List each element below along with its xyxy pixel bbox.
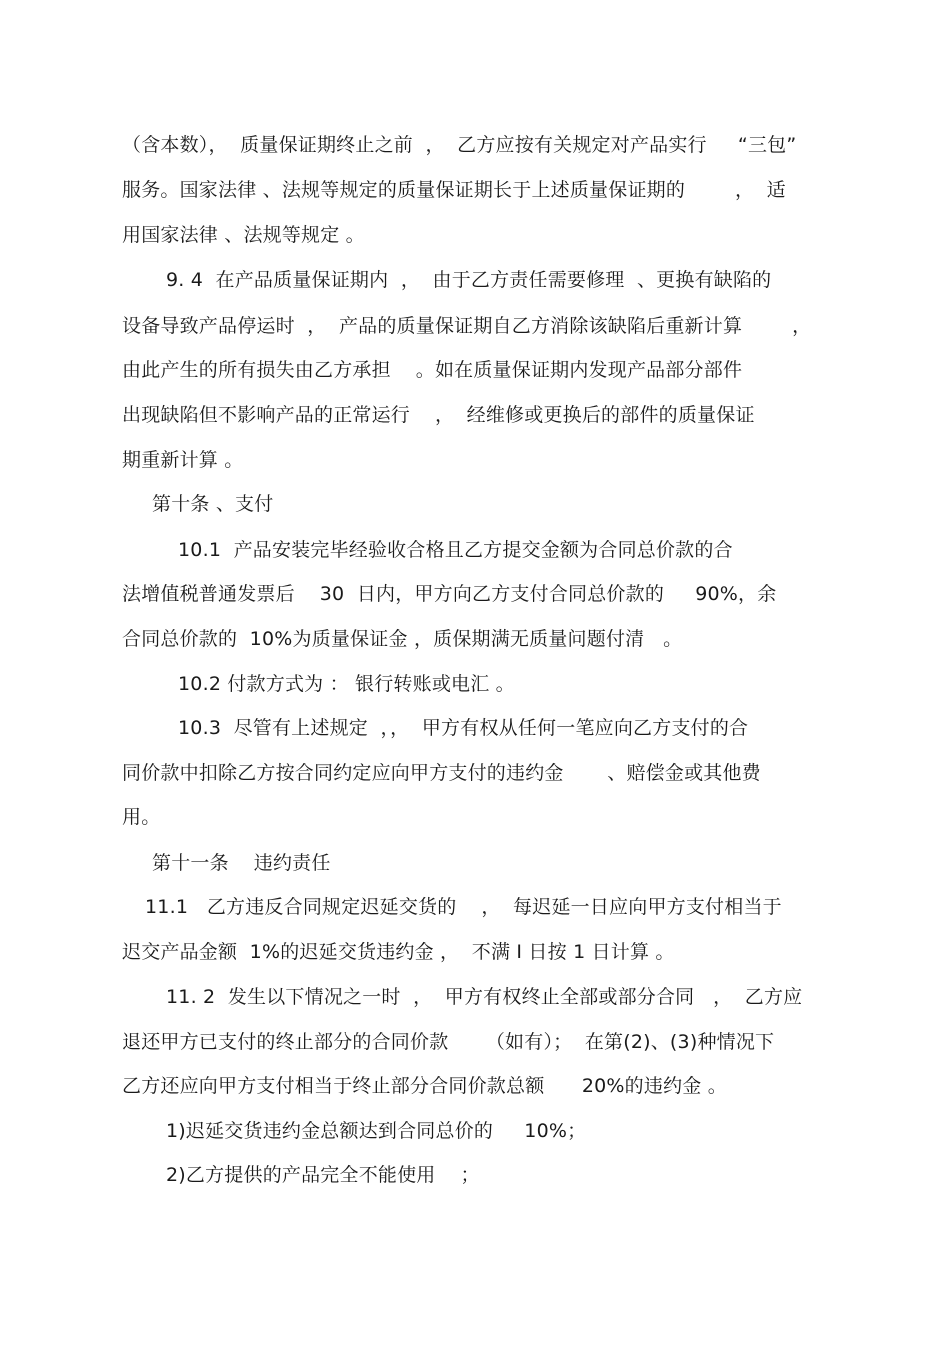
text-line: 乙方还应向甲方支付相当于终止部分合同价款总额 20%的违约金 。 [122,1075,727,1097]
text-line: 服务。国家法律 、法规等规定的质量保证期长于上述质量保证期的 ， 适 [122,179,786,201]
text-line: 11. 2 发生以下情况之一时 ， 甲方有权终止全部或部分合同 ， 乙方应 [166,986,803,1008]
text-line: 同价款中扣除乙方按合同约定应向甲方支付的违约金 、赔偿金或其他费 [122,762,761,784]
text-line: 出现缺陷但不影响产品的正常运行 ， 经维修或更换后的部件的质量保证 [122,404,755,426]
text-line: 由此产生的所有损失由乙方承担 。如在质量保证期内发现产品部分部件 [122,359,743,381]
text-line: 10.1 产品安装完毕经验收合格且乙方提交金额为合同总价款的合 [178,539,733,561]
text-line: 设备导致产品停运时 ， 产品的质量保证期自乙方消除该缺陷后重新计算 ， [122,315,812,337]
text-line: 9. 4 在产品质量保证期内 ， 由于乙方责任需要修理 、更换有缺陷的 [166,269,772,291]
text-line: 10.3 尽管有上述规定 ，， 甲方有权从任何一笔应向乙方支付的合 [178,717,749,739]
text-line: 法增值税普通发票后 30 日内，甲方向乙方支付合同总价款的 90%，余 [122,583,777,605]
text-line: 11.1 乙方违反合同规定迟延交货的 ， 每迟延一日应向甲方支付相当于 [145,896,782,918]
section-heading: 第十条 、支付 [152,493,274,515]
text-line: 迟交产品金额 1%的迟延交货违约金 ， 不满 I 日按 1 日计算 。 [122,941,675,963]
text-line: 用。 [122,806,161,828]
list-item: 2)乙方提供的产品完全不能使用 ； [166,1164,480,1186]
list-item: 1)迟延交货违约金总额达到合同总价的 10%； [166,1120,587,1142]
section-heading: 第十一条 违约责任 [152,852,331,874]
text-line: 退还甲方已支付的终止部分的合同价款 （如有）； 在第(2)、(3)种情况下 [122,1031,775,1053]
text-line: 合同总价款的 10%为质量保证金 ，质保期满无质量问题付清 。 [122,628,683,650]
text-line: 10.2 付款方式为 ： 银行转账或电汇 。 [178,673,515,695]
text-line: 期重新计算 。 [122,449,244,471]
text-line: 用国家法律 、法规等规定 。 [122,224,365,246]
text-line: （含本数）， 质量保证期终止之前 ， 乙方应按有关规定对产品实行 “三包” [122,134,797,156]
